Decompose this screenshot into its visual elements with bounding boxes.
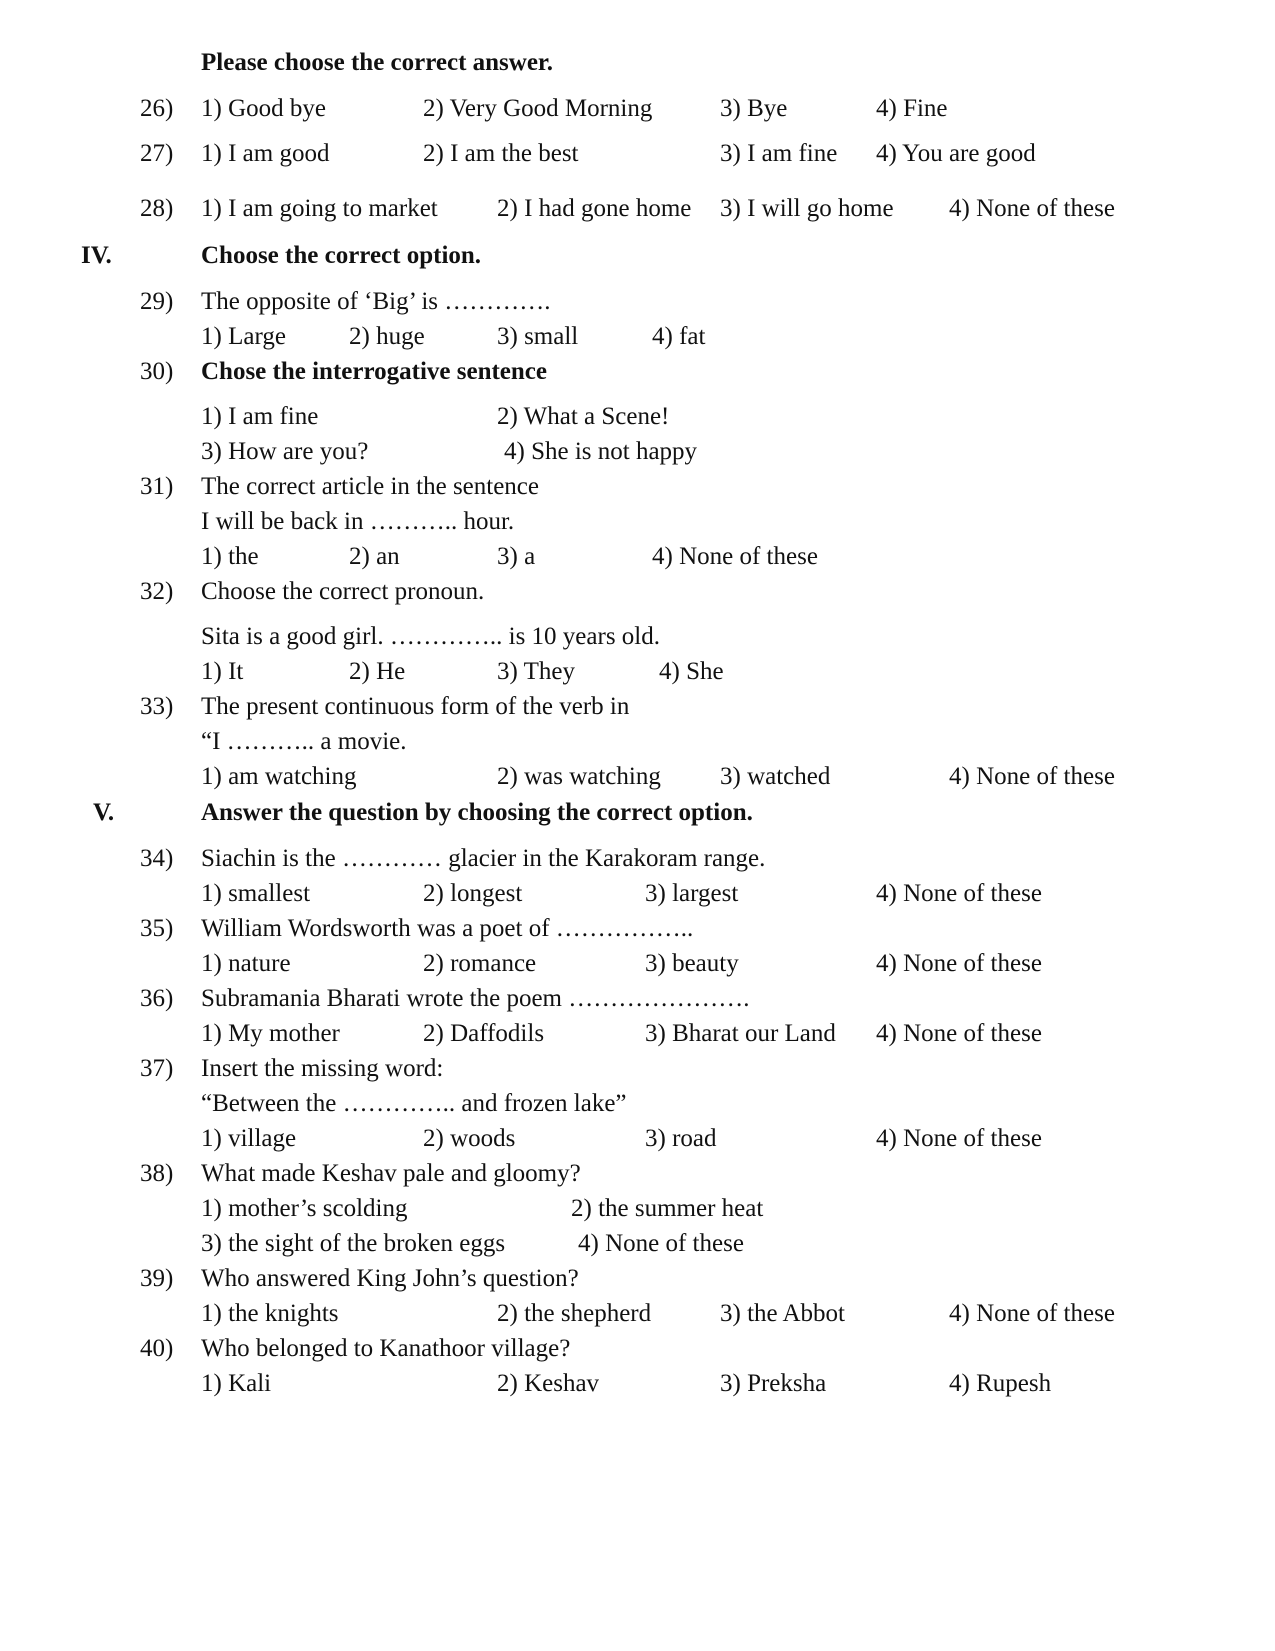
option[interactable]: 4) She is not happy <box>504 438 698 465</box>
question-number: 37) <box>140 1055 174 1082</box>
question-text: Chose the interrogative sentence <box>201 358 547 385</box>
option[interactable]: 3) watched <box>720 763 831 790</box>
question-text: Who answered King John’s question? <box>201 1265 579 1292</box>
option[interactable]: 3) the Abbot <box>720 1300 845 1327</box>
question-number: 36) <box>140 985 174 1012</box>
question-number: 38) <box>140 1160 174 1187</box>
question-text: William Wordsworth was a poet of …………….. <box>201 915 694 942</box>
option[interactable]: 3) the sight of the broken eggs <box>201 1230 506 1257</box>
option[interactable]: 1) nature <box>201 950 291 977</box>
section-number: IV. <box>81 242 112 269</box>
question-text: The present continuous form of the verb in <box>201 693 630 720</box>
option[interactable]: 3) a <box>497 543 536 570</box>
instruction-heading: Please choose the correct answer. <box>201 49 553 76</box>
option[interactable]: 1) Kali <box>201 1370 272 1397</box>
option[interactable]: 4) None of these <box>876 1020 1042 1047</box>
option[interactable]: 3) largest <box>645 880 739 907</box>
question-number: 34) <box>140 845 174 872</box>
question-text: The correct article in the sentence <box>201 473 540 500</box>
question-text: Choose the correct pronoun. <box>201 578 485 605</box>
question-text: Siachin is the ………… glacier in the Karakoram range. <box>201 845 766 872</box>
option[interactable]: 3) road <box>645 1125 717 1152</box>
question-text: “Between the ………….. and frozen lake” <box>201 1090 627 1117</box>
question-number: 40) <box>140 1335 174 1362</box>
option[interactable]: 2) the shepherd <box>497 1300 652 1327</box>
question-number: 39) <box>140 1265 174 1292</box>
option[interactable]: 2) the summer heat <box>571 1195 764 1222</box>
question-text: The opposite of ‘Big’ is …………. <box>201 288 551 315</box>
question-number: 27) <box>140 140 174 167</box>
question-number: 29) <box>140 288 174 315</box>
question-text: What made Keshav pale and gloomy? <box>201 1160 581 1187</box>
option[interactable]: 2) He <box>349 658 406 685</box>
option[interactable]: 3) How are you? <box>201 438 369 465</box>
option[interactable]: 1) the <box>201 543 259 570</box>
question-text: Insert the missing word: <box>201 1055 444 1082</box>
option[interactable]: 1) mother’s scolding <box>201 1195 408 1222</box>
option[interactable]: 4) None of these <box>876 880 1042 907</box>
option[interactable]: 1) It <box>201 658 244 685</box>
question-number: 26) <box>140 95 174 122</box>
option[interactable]: 3) small <box>497 323 579 350</box>
question-text: “I ……….. a movie. <box>201 728 407 755</box>
option[interactable]: 4) Fine <box>876 95 948 122</box>
section-heading: Answer the question by choosing the correct option. <box>201 799 753 826</box>
question-text: Sita is a good girl. ………….. is 10 years old. <box>201 623 660 650</box>
option[interactable]: 2) What a Scene! <box>497 403 670 430</box>
section-heading: Choose the correct option. <box>201 242 482 269</box>
question-text: I will be back in ……….. hour. <box>201 508 515 535</box>
option[interactable]: 1) village <box>201 1125 297 1152</box>
question-text: Who belonged to Kanathoor village? <box>201 1335 571 1362</box>
option[interactable]: 3) I am fine <box>720 140 838 167</box>
section-number: V. <box>93 799 115 826</box>
option[interactable]: 4) You are good <box>876 140 1036 167</box>
option[interactable]: 4) None of these <box>949 763 1115 790</box>
option[interactable]: 2) Daffodils <box>423 1020 545 1047</box>
option[interactable]: 1) I am going to market <box>201 195 438 222</box>
option[interactable]: 1) the knights <box>201 1300 339 1327</box>
question-number: 30) <box>140 358 174 385</box>
question-number: 28) <box>140 195 174 222</box>
option[interactable]: 2) an <box>349 543 400 570</box>
option[interactable]: 1) am watching <box>201 763 357 790</box>
option[interactable]: 2) I had gone home <box>497 195 692 222</box>
option[interactable]: 4) None of these <box>949 1300 1115 1327</box>
option[interactable]: 4) None of these <box>876 950 1042 977</box>
question-number: 31) <box>140 473 174 500</box>
option[interactable]: 2) romance <box>423 950 537 977</box>
option[interactable]: 4) None of these <box>578 1230 744 1257</box>
option[interactable]: 2) Very Good Morning <box>423 95 653 122</box>
option[interactable]: 3) Bharat our Land <box>645 1020 836 1047</box>
option[interactable]: 4) She <box>659 658 724 685</box>
question-number: 32) <box>140 578 174 605</box>
option[interactable]: 1) Large <box>201 323 286 350</box>
option[interactable]: 3) Preksha <box>720 1370 827 1397</box>
option[interactable]: 2) woods <box>423 1125 516 1152</box>
option[interactable]: 3) I will go home <box>720 195 894 222</box>
option[interactable]: 2) Keshav <box>497 1370 600 1397</box>
question-number: 33) <box>140 693 174 720</box>
question-number: 35) <box>140 915 174 942</box>
option[interactable]: 2) was watching <box>497 763 661 790</box>
option[interactable]: 2) huge <box>349 323 425 350</box>
option[interactable]: 2) I am the best <box>423 140 579 167</box>
option[interactable]: 1) smallest <box>201 880 311 907</box>
option[interactable]: 2) longest <box>423 880 523 907</box>
option[interactable]: 3) beauty <box>645 950 739 977</box>
option[interactable]: 4) None of these <box>876 1125 1042 1152</box>
option[interactable]: 4) None of these <box>652 543 818 570</box>
question-text: Subramania Bharati wrote the poem …………………. <box>201 985 750 1012</box>
option[interactable]: 4) Rupesh <box>949 1370 1052 1397</box>
option[interactable]: 1) My mother <box>201 1020 340 1047</box>
option[interactable]: 4) fat <box>652 323 706 350</box>
option[interactable]: 3) Bye <box>720 95 788 122</box>
option[interactable]: 1) I am fine <box>201 403 319 430</box>
option[interactable]: 1) I am good <box>201 140 330 167</box>
option[interactable]: 4) None of these <box>949 195 1115 222</box>
option[interactable]: 1) Good bye <box>201 95 326 122</box>
option[interactable]: 3) They <box>497 658 575 685</box>
